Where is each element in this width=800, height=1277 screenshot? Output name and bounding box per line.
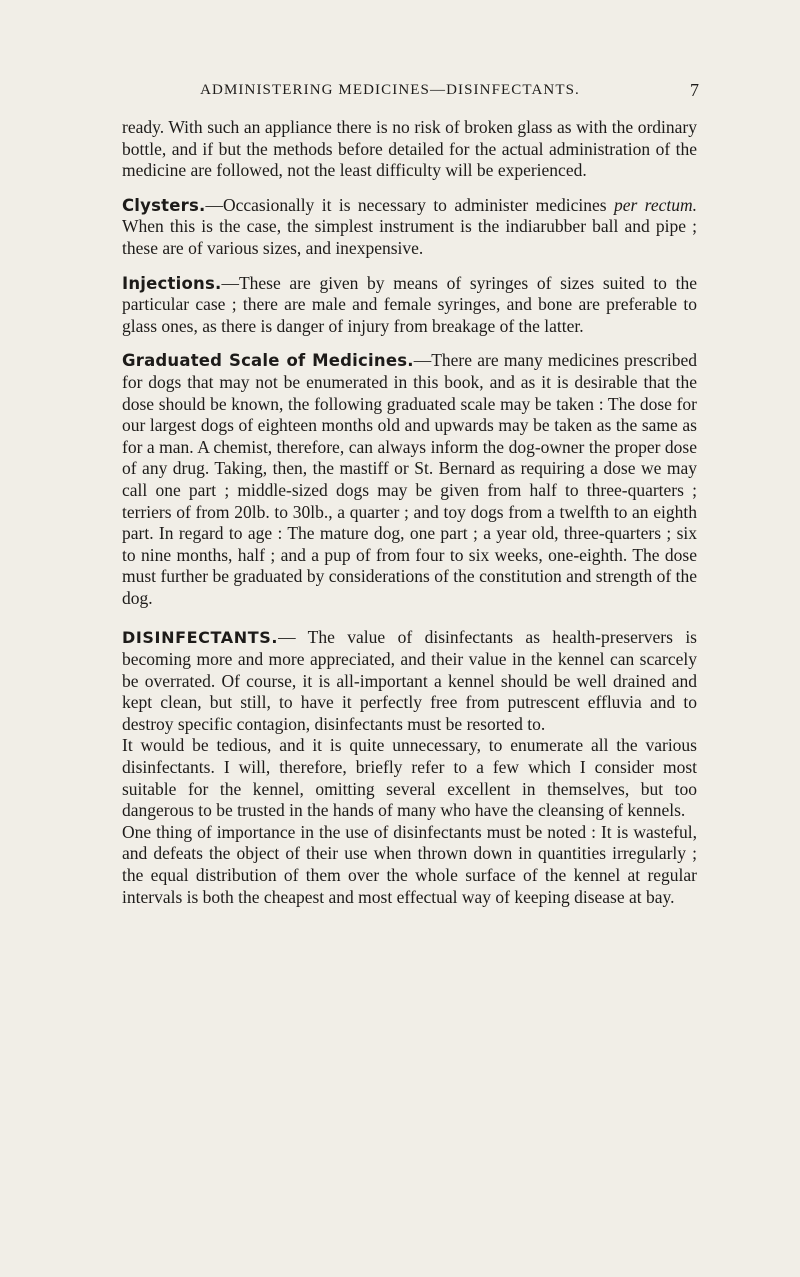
paragraph-distribution [122, 822, 697, 908]
paragraph-enumerate [122, 735, 697, 821]
paragraph-text: ready. With such an appliance there is no risk of broken glass as with the ordinary bottle, and if but the methods before detailed for the actual administration of the medicine are followed, not the least difficulty will be experienced. [122, 117, 697, 181]
paragraph-text: When this is the case, the simplest instrument is the indiarubber ball and pipe ; these are of various sizes, and inexpensive. [122, 216, 697, 258]
section-heading-disinfectants: DISINFECTANTS. [122, 628, 279, 648]
paragraph-text: It would be tedious, and it is quite unnecessary, to enumerate all the various disinfectants. I will, therefore, briefly refer to a few which I consider most suitable for the kennel, omitting several excellent in themselves, but too dangerous to be trusted in the hands of many who have the cleansing of kennels. [122, 735, 697, 821]
section-heading-injections: Injections. [122, 273, 222, 293]
running-head: ADMINISTERING MEDICINES—DISINFECTANTS. [200, 82, 580, 98]
paragraph-clysters [122, 195, 697, 260]
paragraph-text: — The value of disinfectants as health-preservers is becoming more and more appreciated, and their value in the kennel can scarcely be overrated. Of course, it is all-important a kennel should be well drained and kept clean, but still, to have it perfectly free from putrescent effluvia and to destroy specific contagion, disinfectants must be resorted to. [122, 627, 697, 734]
paragraph-injections [122, 273, 697, 338]
paragraph-continuation [122, 117, 697, 182]
paragraph-text: —Occasionally it is necessary to administer medicines [205, 194, 614, 215]
paragraph-text: One thing of importance in the use of disinfectants must be noted : It is wasteful, and defeats the object of their use when thrown down in quantities irregularly ; the equal distribution of them over the whole surface of the kennel at regular intervals is both the cheapest and most effectual way of keeping disease at bay. [122, 821, 697, 907]
italic-term: per rectum. [613, 194, 697, 215]
paragraph-disinfectants [122, 627, 697, 735]
paragraph-graduated-scale [122, 350, 697, 609]
paragraph-text: —There are many medicines prescribed for dogs that may not be enumerated in this book, and as it is desirable that the dose should be known, the following graduated scale may be taken : The dose for our largest dogs of eighteen months old and upwards may be taken as the same as for a man. A chemist, therefore, can always inform the dog-owner the proper dose of any drug. Taking, then, the mastiff or St. Bernard as requiring a dose we may call one part ; middle-sized dogs may be given from half to three-quarters ; terriers of from 20lb. to 30lb., a quarter ; and toy dogs from a twelfth to an eighth part. In regard to age : The mature dog, one part ; a year old, three-quarters ; six to nine months, half ; and a pup of from four to six weeks, one-eighth. The dose must further be graduated by considerations of the constitution and strength of the dog. [122, 350, 697, 608]
paragraph-text: —These are given by means of syringes of sizes suited to the particular case ; there are male and female syringes, and bone are preferable to glass ones, as there is danger of injury from breakage of the latter. [122, 272, 697, 336]
section-heading-clysters: Clysters. [122, 195, 206, 215]
page-number: 7 [690, 80, 699, 100]
section-heading-graduated-scale: Graduated Scale of Medicines. [122, 351, 414, 371]
body-text [122, 117, 697, 908]
